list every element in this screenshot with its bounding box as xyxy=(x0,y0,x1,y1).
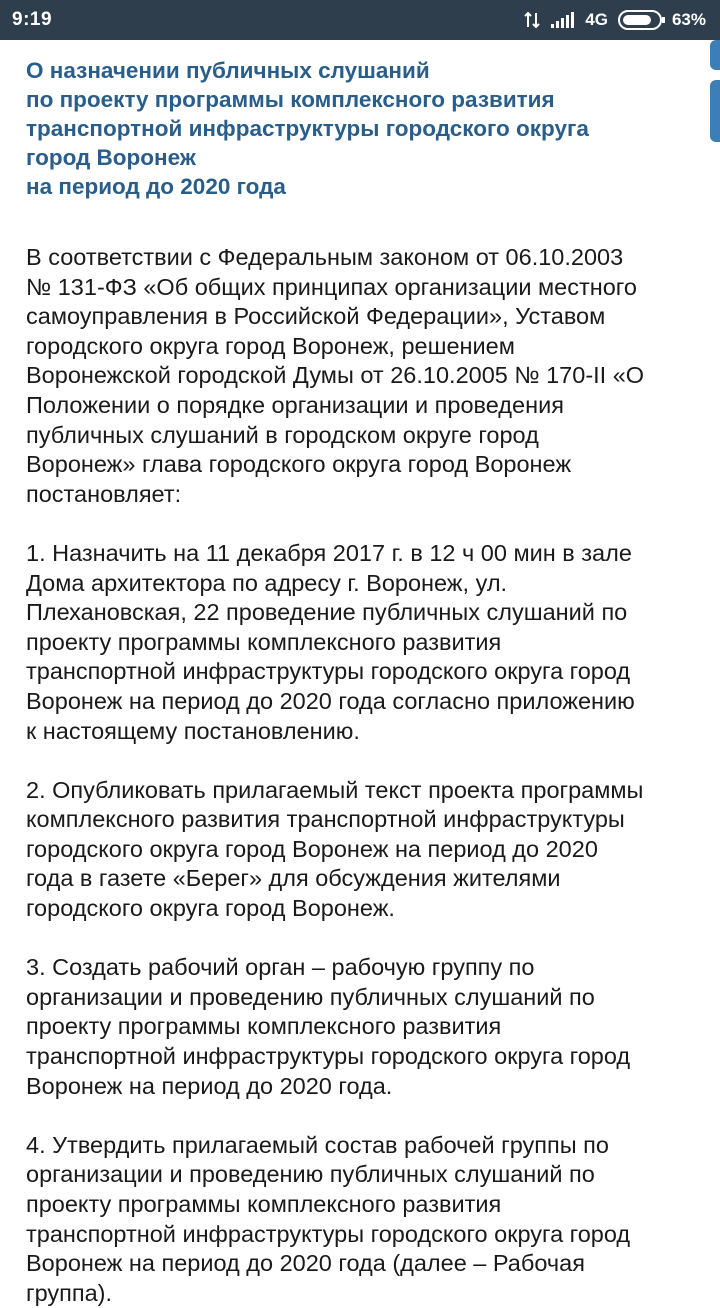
status-bar xyxy=(0,0,720,40)
status-time: 9:19 xyxy=(12,9,53,30)
data-arrows-icon xyxy=(523,11,541,29)
article-paragraph: В соответствии с Федеральным законом от 06.10.2003 № 131-ФЗ «Об общих принципах организации местного самоуправления в Российской Федерации», Уставом городского округа город Воронеж, решением Воронежской городской Думы от 26.10.2005 № 170-II «О Положении о порядке организации и проведения публичных слушаний в городском округе город Воронеж» глава городского округа город Воронеж постановляет: xyxy=(26,244,645,507)
article-paragraph: 4. Утвердить прилагаемый состав рабочей группы по организации и проведению публичных слушаний по проекту программы комплексного развития транспортной инфраструктуры городского округа город Воронеж на период до 2020 года (далее – Рабочая группа). xyxy=(26,1131,631,1306)
article-content[interactable] xyxy=(0,40,720,1306)
signal-icon xyxy=(551,12,575,28)
article-paragraph: 1. Назначить на 11 декабря 2017 г. в 12 ч 00 мин в зале Дома архитектора по адресу г. Воронеж, ул. Плехановская, 22 проведение публичных слушаний по проекту программы комплексного развития транспортной инфраструктуры городского округа город Воронеж на период до 2020 года согласно приложению к настоящему постановлению. xyxy=(26,539,635,744)
side-panel-handle[interactable] xyxy=(710,80,720,142)
battery-icon xyxy=(618,10,666,30)
battery-percent: 63% xyxy=(671,10,706,29)
article-title: О назначении публичных слушаний по проекту программы комплексного развития транспортной инфраструктуры городского округа город Воронеж на период до 2020 года xyxy=(26,58,589,199)
article-paragraph: 2. Опубликовать прилагаемый текст проекта программы комплексного развития транспортной инфраструктуры городского округа город Воронеж на период до 2020 года в газете «Берег» для обсуждения жителями городского округа город Воронеж. xyxy=(26,776,644,922)
status-indicators xyxy=(523,10,706,30)
network-type: 4G xyxy=(585,10,608,29)
article-paragraph: 3. Создать рабочий орган – рабочую группу по организации и проведению публичных слушаний по проекту программы комплексного развития транспортной инфраструктуры городского округа город Воронеж на период до 2020 года. xyxy=(26,954,631,1099)
battery-status xyxy=(618,10,706,30)
side-panel-tab[interactable] xyxy=(710,40,720,70)
